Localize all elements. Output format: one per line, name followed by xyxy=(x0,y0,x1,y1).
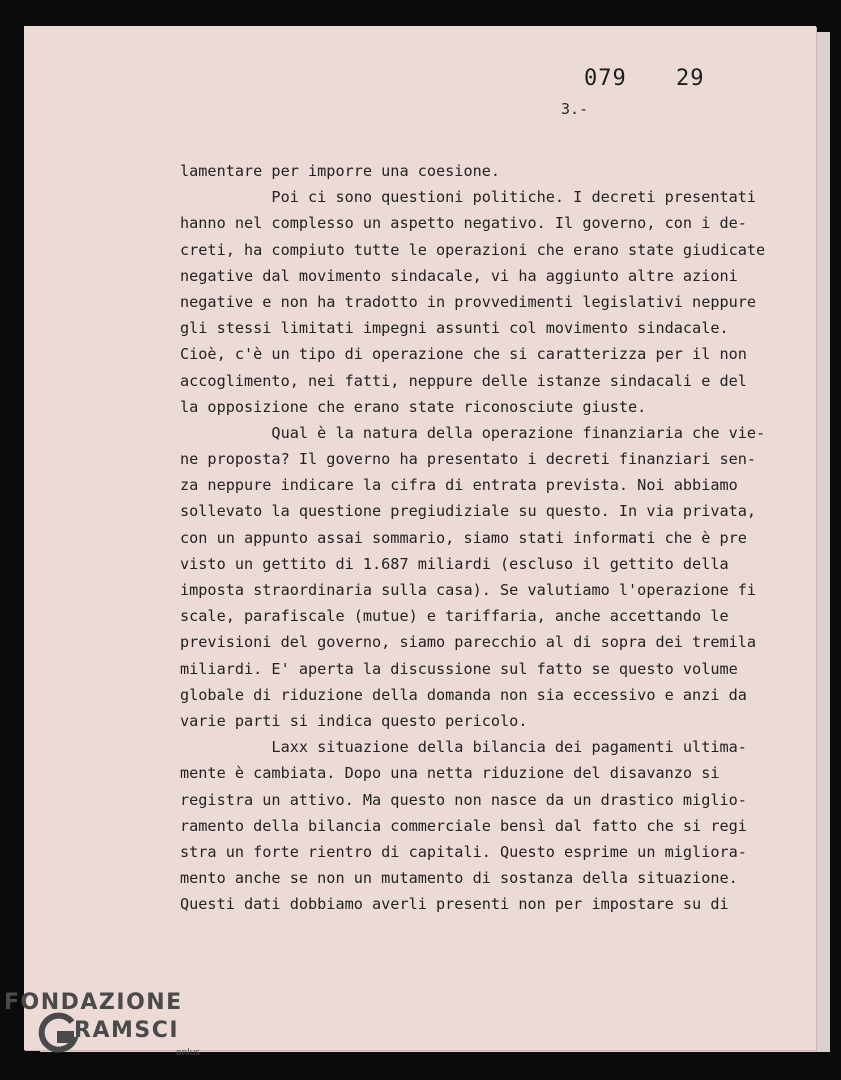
typewritten-body xyxy=(180,158,800,917)
body-line: mento anche se non un mutamento di sostanza della situazione. xyxy=(180,869,738,888)
body-line: visto un gettito di 1.687 miliardi (escluso il gettito della xyxy=(180,554,729,573)
body-line: Qual è la natura della operazione finanziaria che vie- xyxy=(180,423,766,442)
body-line: varie parti si indica questo pericolo. xyxy=(180,711,528,730)
body-line: la opposizione che erano state riconosciute giuste. xyxy=(180,397,647,416)
body-line: Cioè, c'è un tipo di operazione che si caratterizza per il non xyxy=(180,345,747,364)
body-line: stra un forte rientro di capitali. Questo esprime un migliora- xyxy=(180,842,747,861)
archive-page-number: 079 xyxy=(584,66,627,91)
body-line: Poi ci sono questioni politiche. I decreti presentati xyxy=(180,188,757,207)
body-line: negative e non ha tradotto in provvedimenti legislativi neppure xyxy=(180,292,757,311)
body-line: ne proposta? Il governo ha presentato i decreti finanziari sen- xyxy=(180,450,757,469)
body-line: imposta straordinaria sulla casa). Se valutiamo l'operazione fi xyxy=(180,581,757,599)
watermark-suffix: onlus xyxy=(176,1048,201,1058)
fondazione-gramsci-watermark xyxy=(4,990,214,1070)
body-line: con un appunto assai sommario, siamo stati informati che è pre xyxy=(180,528,747,547)
body-line: hanno nel complesso un aspetto negativo. Il governo, con i de- xyxy=(180,214,747,233)
body-line: sollevato la questione pregiudiziale su questo. In via privata, xyxy=(180,502,757,521)
body-line: mente è cambiata. Dopo una netta riduzione del disavanzo si xyxy=(180,764,720,783)
archive-page-number-secondary: 29 xyxy=(676,66,705,91)
body-line: Questi dati dobbiamo averli presenti non per impostare su di xyxy=(180,895,729,914)
body-line: miliardi. E' aperta la discussione sul fatto se questo volume xyxy=(180,659,738,678)
body-line: creti, ha compiuto tutte le operazioni che erano state giudicate xyxy=(180,240,766,259)
body-line: ramento della bilancia commerciale bensì dal fatto che si regi xyxy=(180,816,747,835)
watermark-line-2: RAMSCI xyxy=(74,1018,180,1043)
body-line: gli stessi limitati impegni assunti col movimento sindacale. xyxy=(180,319,729,338)
body-line: globale di riduzione della domanda non sia eccessivo e anzi da xyxy=(180,685,747,704)
body-line: scale, parafiscale (mutue) e tariffaria, anche accettando le xyxy=(180,607,729,626)
sheet-number: 3.- xyxy=(561,100,589,118)
body-line: negative dal movimento sindacale, vi ha aggiunto altre azioni xyxy=(180,266,738,285)
body-line: previsioni del governo, siamo parecchio al di sopra dei tremila xyxy=(180,633,757,652)
body-line: lamentare per imporre una coesione. xyxy=(180,162,501,180)
watermark-line-1: FONDAZIONE xyxy=(4,990,183,1015)
body-line: Laxx situazione della bilancia dei pagamenti ultima- xyxy=(180,738,747,757)
body-line: registra un attivo. Ma questo non nasce da un drastico miglio- xyxy=(180,790,747,809)
body-line: za neppure indicare la cifra di entrata prevista. Noi abbiamo xyxy=(180,476,738,495)
body-line: accoglimento, nei fatti, neppure delle istanze sindacali e del xyxy=(180,371,747,390)
gramsci-g-logo-icon xyxy=(38,1012,78,1056)
